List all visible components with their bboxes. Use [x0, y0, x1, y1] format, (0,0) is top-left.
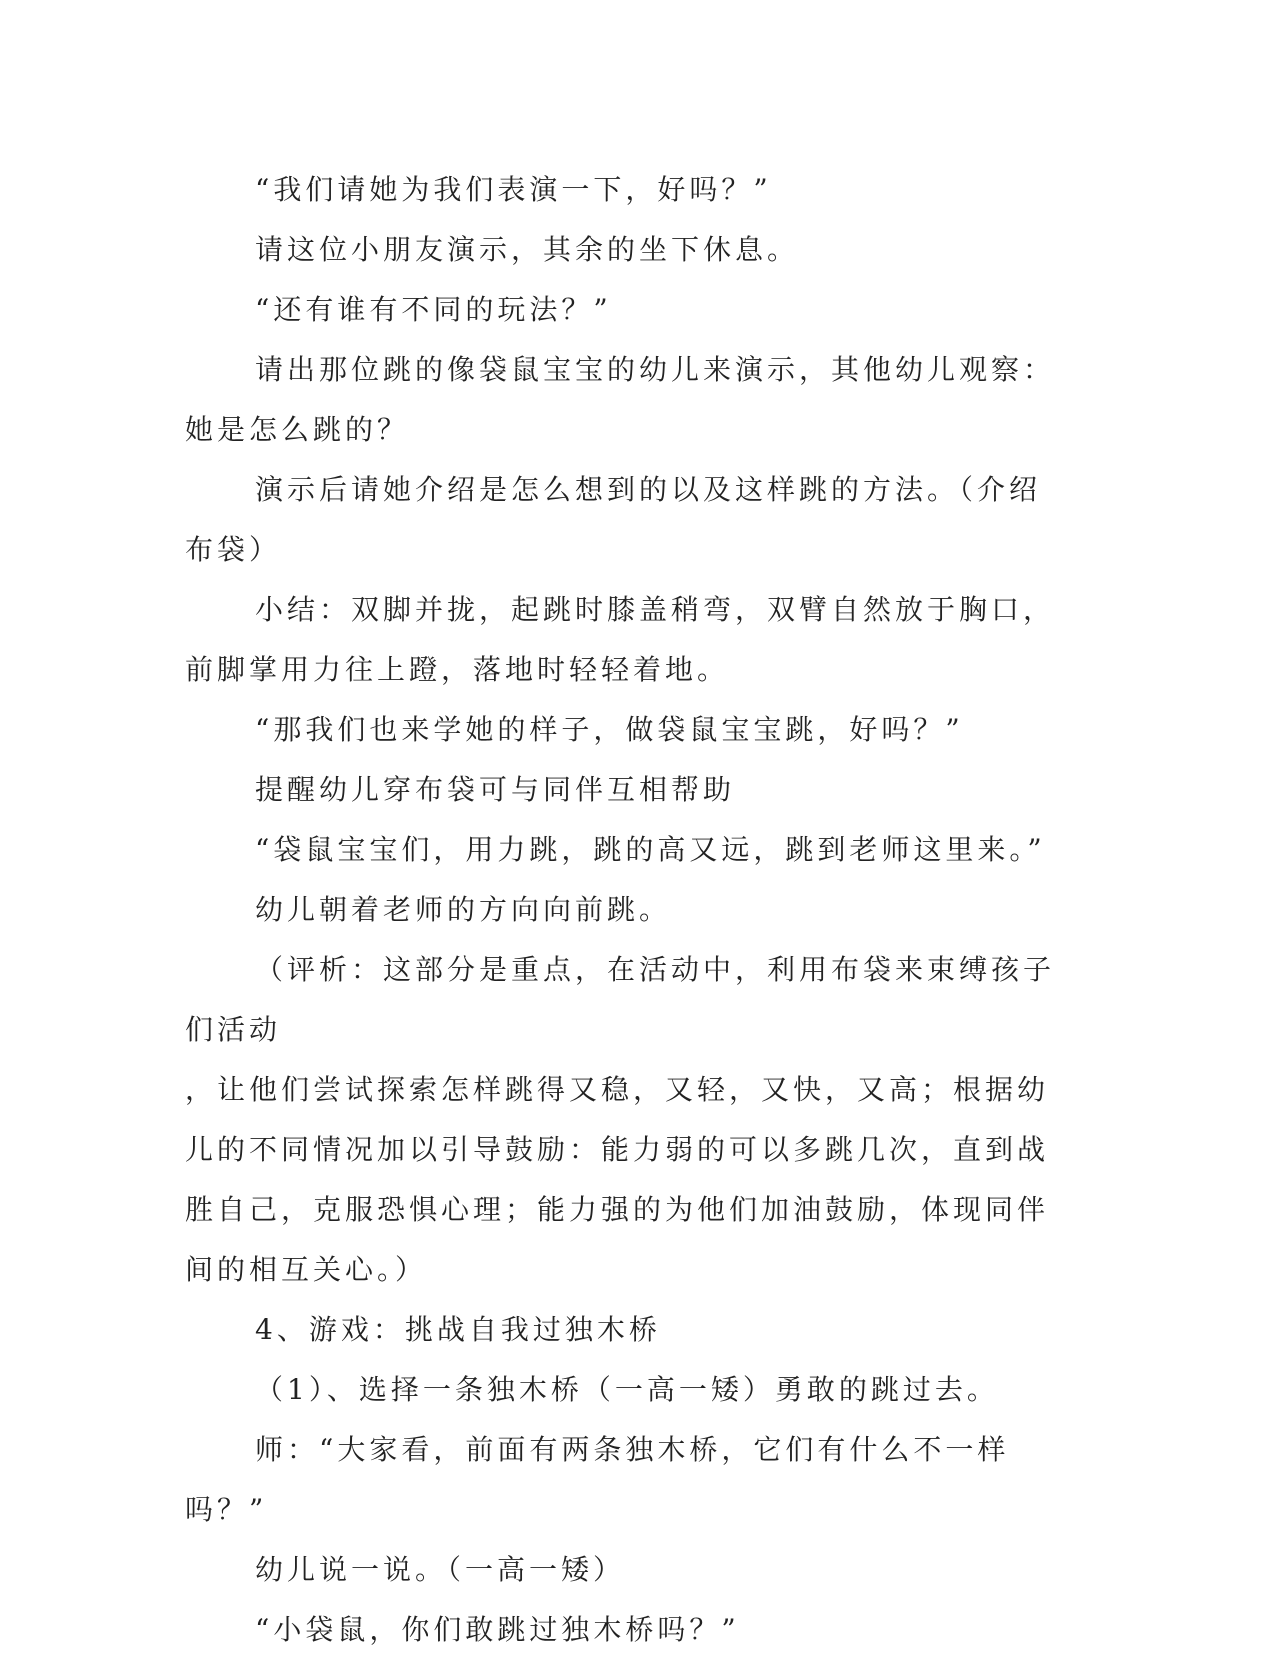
document-body: [185, 160, 1067, 1660]
paragraph: （评析：这部分是重点，在活动中，利用布袋来束缚孩子们活动: [185, 953, 1056, 1046]
paragraph: （1）、选择一条独木桥（一高一矮）勇敢的跳过去。: [255, 1373, 999, 1406]
paragraph: 幼儿说一说。（一高一矮）: [255, 1553, 626, 1586]
paragraph: “小袋鼠，你们敢跳过独木桥吗？”: [255, 1613, 740, 1646]
paragraph: 幼儿朝着老师的方向向前跳。: [255, 893, 672, 926]
paragraph: “我们请她为我们表演一下，好吗？”: [255, 173, 772, 206]
paragraph: ，让他们尝试探索怎样跳得又稳，又轻，又快，又高；根据幼儿的不同情况加以引导鼓励：能力弱的可以多跳几次，直到战胜自己，克服恐惧心理；能力强的为他们加油鼓励，体现同伴间的相互关心。）: [185, 1073, 1050, 1286]
paragraph: 请出那位跳的像袋鼠宝宝的幼儿来演示，其他幼儿观察：她是怎么跳的？: [185, 353, 1056, 446]
paragraph: 演示后请她介绍是怎么想到的以及这样跳的方法。（介绍布袋）: [185, 473, 1042, 566]
section-heading: 4、游戏：挑战自我过独木桥: [255, 1313, 661, 1346]
paragraph: 师：“大家看，前面有两条独木桥，它们有什么不一样吗？”: [185, 1433, 1010, 1526]
paragraph: 请这位小朋友演示，其余的坐下休息。: [255, 233, 800, 266]
paragraph: “袋鼠宝宝们，用力跳，跳的高又远，跳到老师这里来。”: [255, 833, 1046, 866]
paragraph: “还有谁有不同的玩法？”: [255, 293, 612, 326]
paragraph: 小结：双脚并拢，起跳时膝盖稍弯，双臂自然放于胸口，前脚掌用力往上蹬，落地时轻轻着地。: [185, 593, 1056, 686]
paragraph: 提醒幼儿穿布袋可与同伴互相帮助: [255, 773, 736, 806]
paragraph: “那我们也来学她的样子，做袋鼠宝宝跳，好吗？”: [255, 713, 964, 746]
